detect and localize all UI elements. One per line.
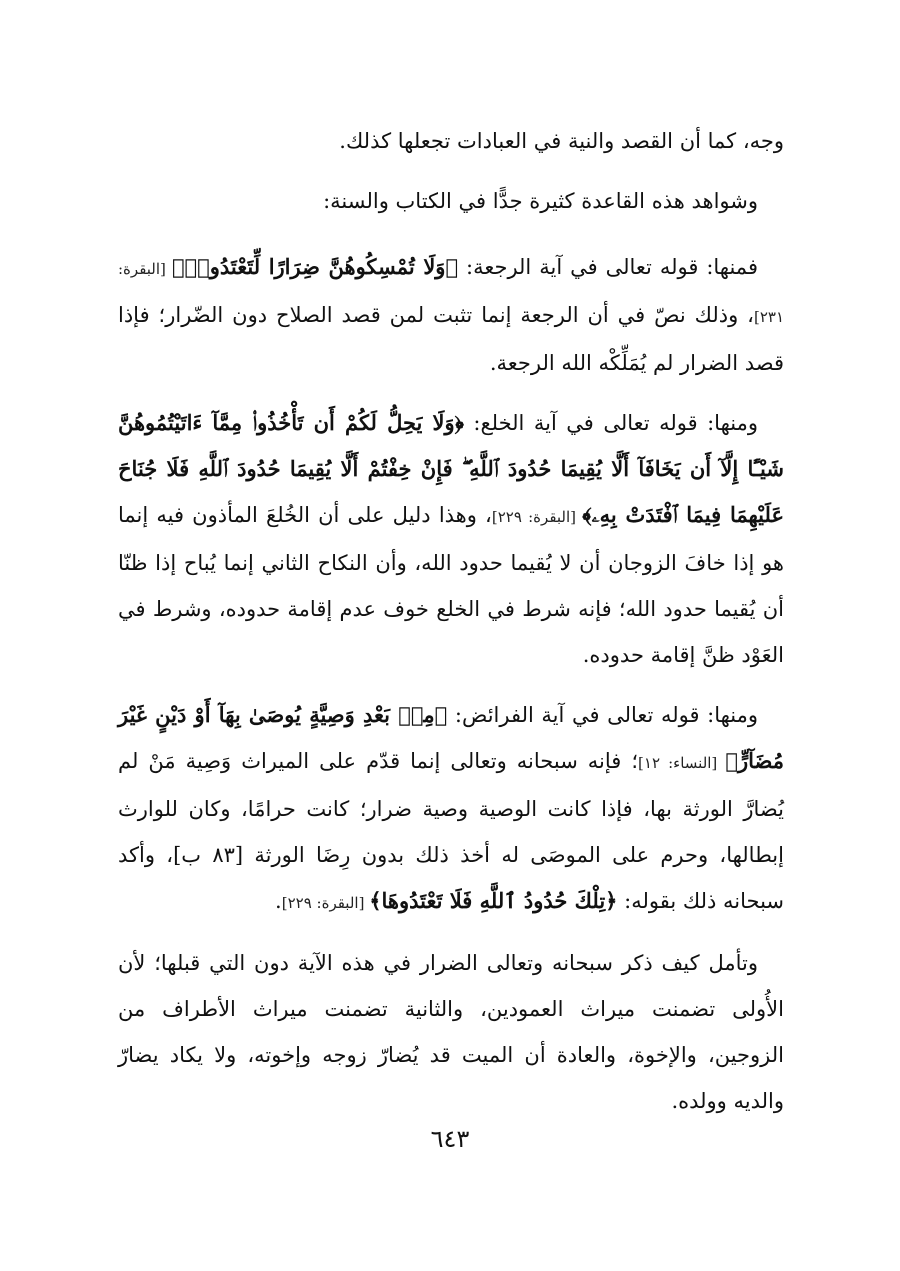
page-number: ٦٤٣ (430, 1125, 470, 1153)
paragraph-5-end: . (275, 889, 282, 913)
paragraph-5 (118, 692, 784, 926)
paragraph-3-commentary: ، وذلك نصّ في أن الرجعة إنما تثبت لمن قصد الصلاح دون الضّرار؛ فإذا قصد الضرار لم يُمَلِّكْه الله الرجعة. (118, 303, 784, 375)
page-body (118, 118, 784, 1138)
quran-verse-hudud: ﴿تِلْكَ حُدُودُ ٱللَّهِ فَلَا تَعْتَدُوهَا﴾ (369, 888, 618, 913)
verse-reference: [البقرة: ٢٢٩] (281, 894, 370, 912)
paragraph-3-intro: فمنها: قوله تعالى في آية الرجعة: (458, 255, 758, 279)
paragraph-1 (118, 118, 784, 164)
paragraph-5-commentary: ؛ فإنه سبحانه وتعالى إنما قدّم على الميراث وَصِية مَنْ لم يُضارَّ الورثة بها، فإذا كانت الوصية وصية ضرار؛ كانت حرامًا، وكان للوارث إبطالها، وحرم على الموصَى له أخذ ذلك بدون رِضَا الورثة [٨٣ ب]، وأكد سبحانه ذلك بقوله: (118, 749, 784, 913)
paragraph-5-intro: ومنها: قوله تعالى في آية الفرائض: (447, 703, 758, 727)
quran-verse-raja: ﴿وَلَا تُمْسِكُوهُنَّ ضِرَارًا لِّتَعْتَدُوا۟﴾ (171, 254, 459, 279)
verse-reference: [البقرة: ٢٣١] (118, 260, 784, 326)
paragraph-4-commentary: ، وهذا دليل على أن الخُلعَ المأذون فيه إنما هو إذا خافَ الزوجان أن لا يُقيما حدود الله، وأن النكاح الثاني إنما يُباح إذا ظنّا أن يُقيما حدود الله؛ فإنه شرط في الخلع خوف عدم إقامة حدوده، وشرط في العَوْد ظنَّ إقامة حدوده. (118, 503, 784, 667)
verse-reference: [البقرة: ٢٢٩] (491, 508, 583, 526)
paragraph-4-intro: ومنها: قوله تعالى في آية الخلع: (463, 411, 758, 435)
paragraph-6 (118, 940, 784, 1124)
quran-verse-faraid: ﴿مِنۢ بَعْدِ وَصِيَّةٍ يُوصَىٰ بِهَآ أَوْ دَيْنٍ غَيْرَ مُضَآرٍّ﴾ (118, 702, 784, 773)
paragraph-2-text: وشواهد هذه القاعدة كثيرة جدًّا في الكتاب والسنة: (323, 189, 758, 213)
quran-verse-khul: ﴿وَلَا يَحِلُّ لَكُمْ أَن تَأْخُذُوا۟ مِمَّآ ءَاتَيْتُمُوهُنَّ شَيْـًٔا إِلَّآ أَن يَخَافَآ أَلَّا يُقِيمَا حُدُودَ ٱللَّهِ ۖ فَإِنْ خِفْتُمْ أَلَّا يُقِيمَا حُدُودَ ٱللَّهِ فَلَا جُنَاحَ عَلَيْهِمَا فِيمَا ٱفْتَدَتْ بِهِۦ﴾ (118, 410, 784, 527)
paragraph-1-text: وجه، كما أن القصد والنية في العبادات تجعلها كذلك. (339, 129, 784, 153)
paragraph-6-text: وتأمل كيف ذكر سبحانه وتعالى الضرار في هذه الآية دون التي قبلها؛ لأن الأُولى تضمنت ميراث العمودين، والثانية تضمنت ميراث الأطراف من الزوجين، والإخوة، والعادة أن الميت قد يُضارّ زوجه وإخوته، ولا يكاد يضارّ والديه وولده. (118, 951, 784, 1113)
verse-reference: [النساء: ١٢] (638, 754, 726, 772)
paragraph-3 (118, 244, 784, 386)
paragraph-2 (118, 178, 784, 224)
paragraph-4 (118, 400, 784, 678)
